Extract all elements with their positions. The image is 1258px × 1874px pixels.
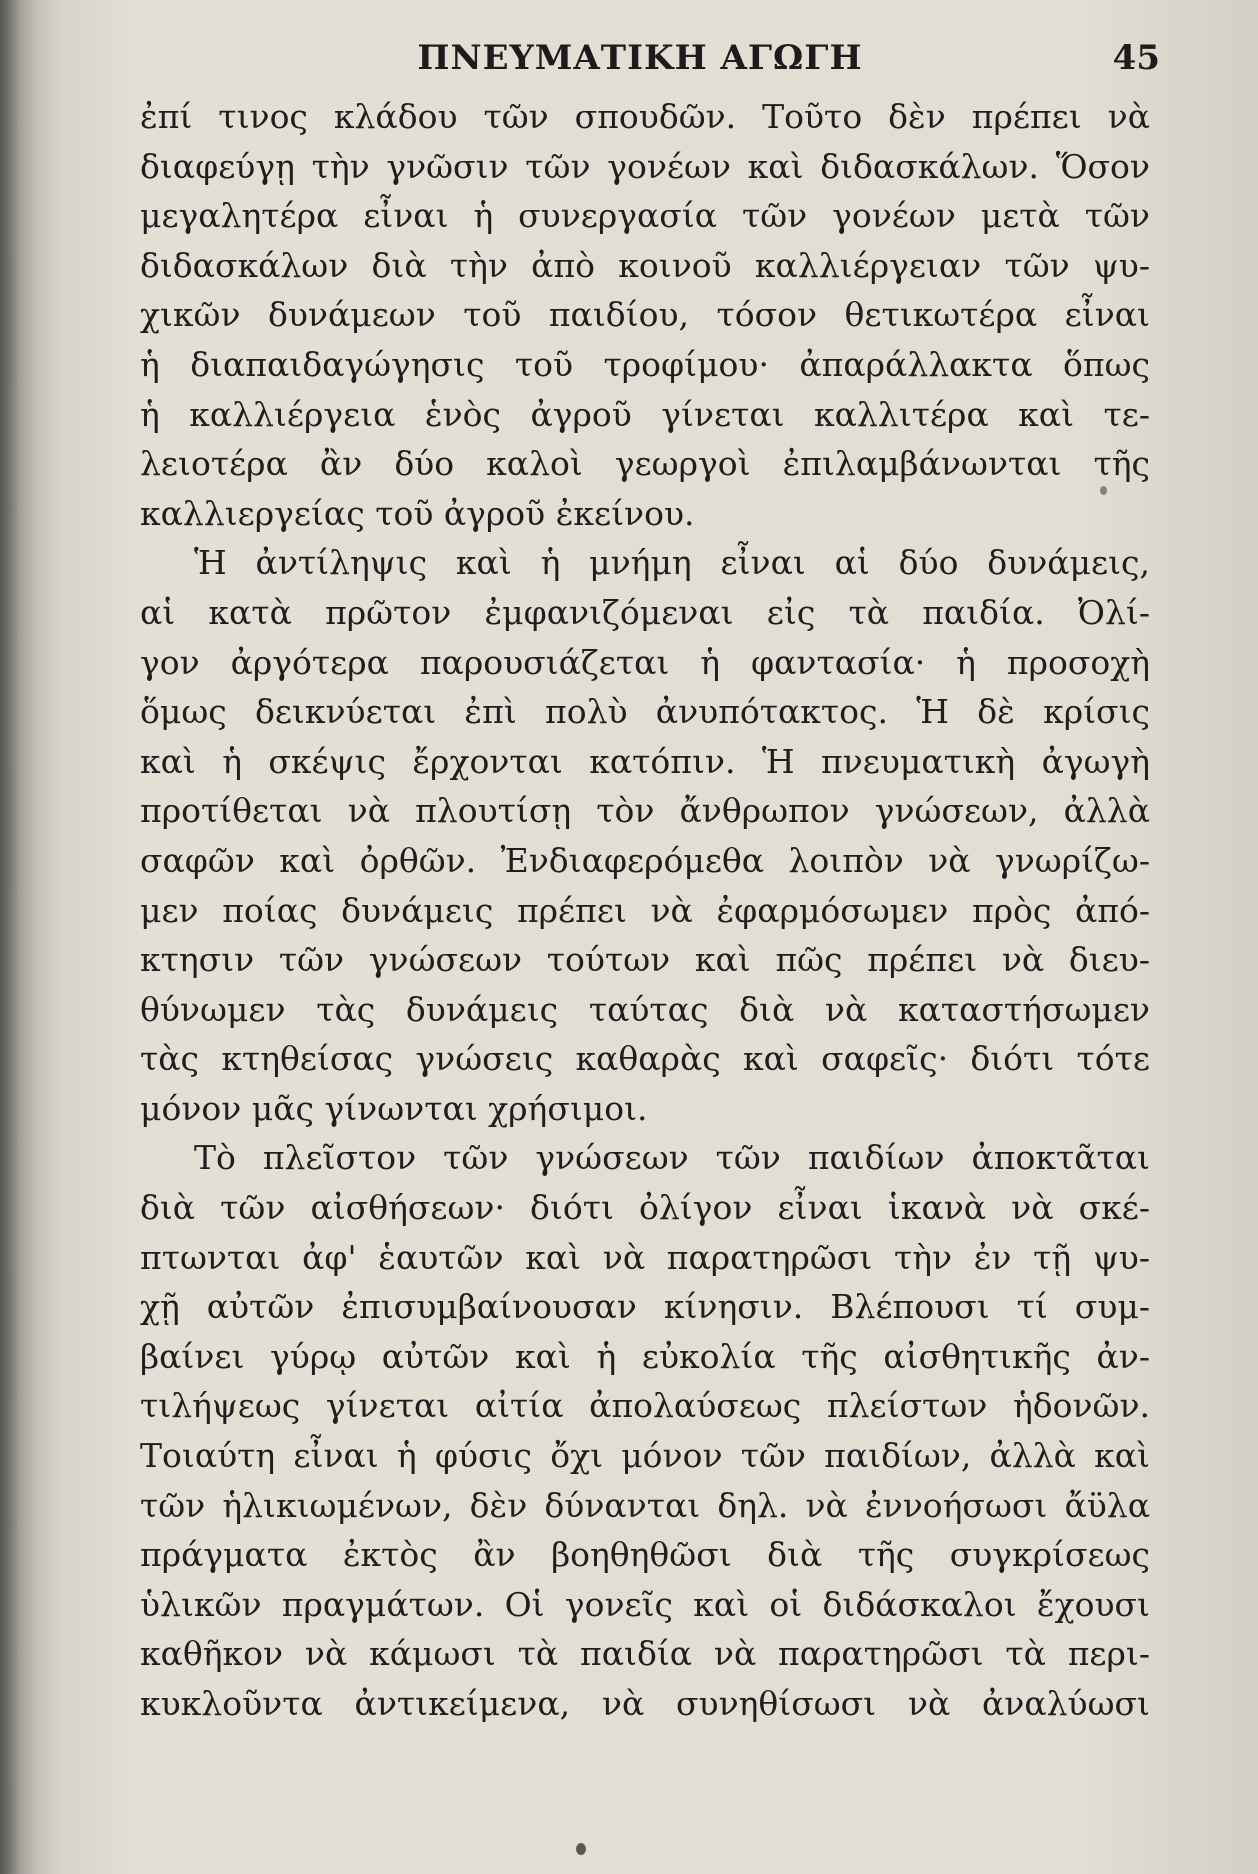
text-line: λειοτέρα ἂν δύο καλοὶ γεωργοὶ ἐπιλαμβάνωνται τῆς (140, 444, 1150, 484)
text-line: διδασκάλων διὰ τὴν ἀπὸ κοινοῦ καλλιέργειαν τῶν ψυ- (140, 245, 1150, 285)
ink-smudge (1100, 486, 1107, 495)
text-line: τιλήψεως γίνεται αἰτία ἀπολαύσεως πλείστων ἡδονῶν. (140, 1386, 1150, 1426)
text-line: πτωνται ἀφ' ἑαυτῶν καὶ νὰ παρατηρῶσι τὴν ἐν τῇ ψυ- (140, 1237, 1150, 1277)
text-line: αἱ κατὰ πρῶτον ἐμφανιζόμεναι εἰς τὰ παιδία. Ὀλί- (140, 592, 1150, 632)
text-line: γον ἀργότερα παρουσιάζεται ἡ φαντασία· ἡ προσοχὴ (140, 642, 1150, 682)
text-line: βαίνει γύρῳ αὐτῶν καὶ ἡ εὐκολία τῆς αἰσθητικῆς ἀν- (140, 1336, 1150, 1376)
text-line: σαφῶν καὶ ὀρθῶν. Ἐνδιαφερόμεθα λοιπὸν νὰ γνωρίζω- (140, 840, 1150, 880)
binding-shadow (0, 0, 38, 1874)
text-line: μεν ποίας δυνάμεις πρέπει νὰ ἐφαρμόσωμεν πρὸς ἀπό- (140, 890, 1150, 930)
paragraph-start-line: Τὸ πλεῖστον τῶν γνώσεων τῶν παιδίων ἀποκτᾶται (194, 1138, 1150, 1178)
ink-smudge (576, 1843, 586, 1855)
running-title: ΠΝΕΥΜΑΤΙΚΗ ΑΓΩΓΗ (417, 38, 863, 78)
body-text (140, 92, 1150, 1729)
text-line: διαφεύγῃ τὴν γνῶσιν τῶν γονέων καὶ διδασκάλων. Ὅσον (140, 146, 1150, 186)
text-line: καὶ ἡ σκέψις ἔρχονται κατόπιν. Ἡ πνευματικὴ ἀγωγὴ (140, 741, 1150, 781)
text-line: κτησιν τῶν γνώσεων τούτων καὶ πῶς πρέπει νὰ διευ- (140, 940, 1150, 980)
text-line: ἡ διαπαιδαγώγησις τοῦ τροφίμου· ἀπαράλλακτα ὅπως (140, 344, 1150, 384)
page-number: 45 (1112, 38, 1160, 78)
text-line: τῶν ἡλικιωμένων, δὲν δύνανται δηλ. νὰ ἐννοήσωσι ἄϋλα (140, 1485, 1150, 1525)
text-line: τὰς κτηθείσας γνώσεις καθαρὰς καὶ σαφεῖς· διότι τότε (140, 1039, 1150, 1079)
running-head (140, 38, 1180, 98)
text-line: ἐπί τινος κλάδου τῶν σπουδῶν. Τοῦτο δὲν πρέπει νὰ (140, 97, 1150, 136)
text-line: διὰ τῶν αἰσθήσεων· διότι ὀλίγον εἶναι ἱκανὰ νὰ σκέ- (140, 1188, 1150, 1228)
paragraph-start-line: Ἡ ἀντίληψις καὶ ἡ μνήμη εἶναι αἱ δύο δυνάμεις, (194, 543, 1150, 583)
text-line: προτίθεται νὰ πλουτίσῃ τὸν ἄνθρωπον γνώσεων, ἀλλὰ (140, 791, 1150, 831)
text-line: χικῶν δυνάμεων τοῦ παιδίου, τόσον θετικωτέρα εἶναι (140, 295, 1150, 335)
paragraph-end-line: μόνον μᾶς γίνωνται χρήσιμοι. (140, 1088, 648, 1128)
text-line: κυκλοῦντα ἀντικείμενα, νὰ συνηθίσωσι νὰ ἀναλύωσι (140, 1684, 1150, 1723)
paragraph-end-line: καλλιεργείας τοῦ ἀγροῦ ἐκείνου. (140, 493, 695, 533)
text-line: θύνωμεν τὰς δυνάμεις ταύτας διὰ νὰ καταστήσωμεν (140, 989, 1150, 1029)
text-line: μεγαλητέρα εἶναι ἡ συνεργασία τῶν γονέων μετὰ τῶν (140, 196, 1150, 236)
text-line: ὑλικῶν πραγμάτων. Οἱ γονεῖς καὶ οἱ διδάσκαλοι ἔχουσι (140, 1584, 1150, 1624)
text-line: ἡ καλλιέργεια ἑνὸς ἀγροῦ γίνεται καλλιτέρα καὶ τε- (140, 394, 1150, 434)
text-line: χῇ αὐτῶν ἐπισυμβαίνουσαν κίνησιν. Βλέπουσι τί συμ- (140, 1287, 1150, 1327)
text-line: καθῆκον νὰ κάμωσι τὰ παιδία νὰ παρατηρῶσι τὰ περι- (140, 1634, 1150, 1674)
text-line: Τοιαύτη εἶναι ἡ φύσις ὄχι μόνον τῶν παιδίων, ἀλλὰ καὶ (140, 1436, 1150, 1476)
text-line: πράγματα ἐκτὸς ἂν βοηθηθῶσι διὰ τῆς συγκρίσεως (140, 1535, 1150, 1575)
text-line: ὅμως δεικνύεται ἐπὶ πολὺ ἀνυπότακτος. Ἡ δὲ κρίσις (140, 692, 1150, 732)
